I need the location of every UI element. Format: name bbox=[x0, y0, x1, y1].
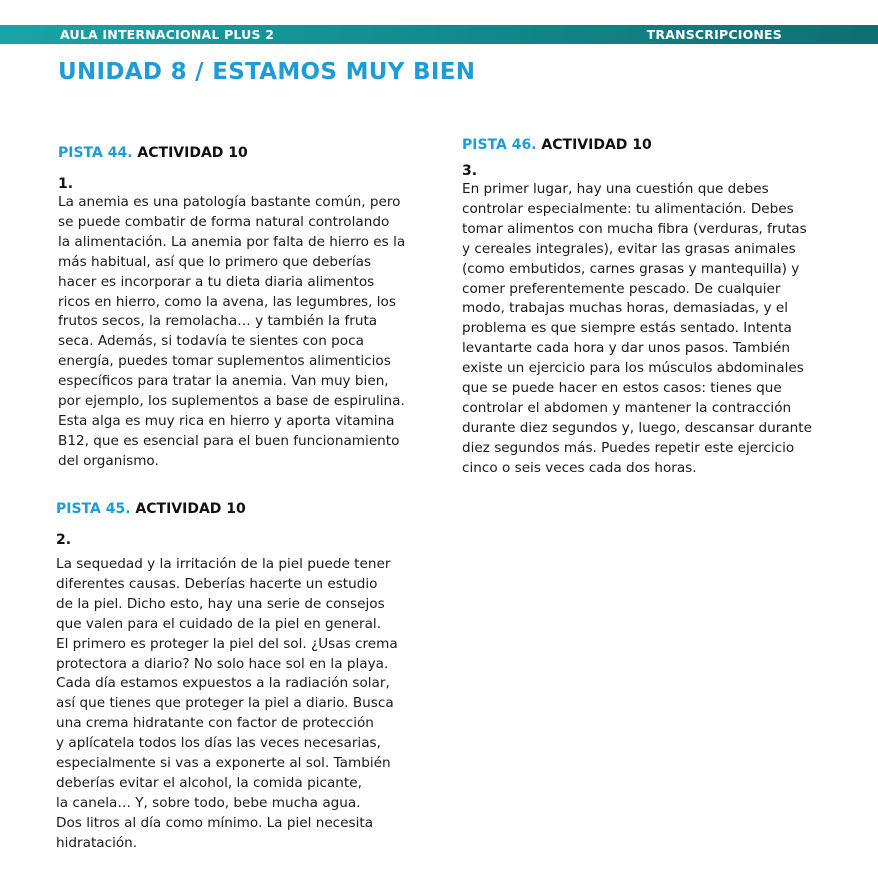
text-line: El primero es proteger la piel del sol. ¿Usas crema bbox=[56, 635, 398, 652]
track-heading bbox=[462, 136, 812, 154]
text-line: más habitual, así que lo primero que deberías bbox=[58, 253, 372, 270]
header-band bbox=[0, 25, 878, 44]
text-line: levantarte cada hora y dar unos pasos. También bbox=[462, 340, 790, 357]
activity-label: ACTIVIDAD 10 bbox=[135, 501, 246, 517]
text-line: Cada día estamos expuestos a la radiación solar, bbox=[56, 675, 390, 692]
track-heading bbox=[58, 144, 405, 162]
text-line: que se puede hacer en estos casos: tienes que bbox=[462, 380, 782, 397]
text-line: específicos para tratar la anemia. Van muy bien, bbox=[58, 373, 389, 390]
transcript-text bbox=[462, 180, 812, 479]
text-line: se puede combatir de forma natural controlando bbox=[58, 213, 390, 230]
section-title: TRANSCRIPCIONES bbox=[646, 27, 782, 42]
track-heading bbox=[56, 500, 398, 518]
track-number: PISTA 46. bbox=[462, 137, 537, 153]
text-line: controlar el abdomen y mantener la contracción bbox=[462, 399, 792, 416]
transcript-text bbox=[56, 555, 398, 854]
text-line: que valen para el cuidado de la piel en general. bbox=[56, 615, 382, 632]
transcript-section-pista-46 bbox=[462, 136, 812, 479]
text-line: controlar especialmente: tu alimentación. Debes bbox=[462, 200, 794, 217]
book-title: AULA INTERNACIONAL PLUS 2 bbox=[60, 27, 275, 42]
text-line: la alimentación. La anemia por falta de hierro es la bbox=[58, 233, 406, 250]
text-line: modo, trabajas muchas horas, demasiadas, y el bbox=[462, 300, 789, 317]
text-line: energía, puedes tomar suplementos alimenticios bbox=[58, 353, 391, 370]
text-line: ricos en hierro, como la avena, las legumbres, los bbox=[58, 293, 396, 310]
text-line: especialmente si vas a exponerte al sol. También bbox=[56, 755, 391, 772]
text-line: protectora a diario? No solo hace sol en la playa. bbox=[56, 655, 389, 672]
text-line: del organismo. bbox=[58, 452, 159, 469]
text-line: comer preferentemente pescado. De cualquier bbox=[462, 280, 781, 297]
text-line: hidratación. bbox=[56, 834, 138, 851]
text-line: (como embutidos, carnes grasas y mantequilla) y bbox=[462, 260, 800, 277]
text-line: Esta alga es muy rica en hierro y aporta vitamina bbox=[58, 412, 395, 429]
transcript-section-pista-45 bbox=[56, 500, 398, 854]
text-line: y aplícatela todos los días las veces necesarias, bbox=[56, 735, 381, 752]
text-line: así que tienes que proteger la piel a diario. Busca bbox=[56, 695, 394, 712]
text-line: La anemia es una patología bastante común, pero bbox=[58, 194, 401, 210]
item-number: 1. bbox=[58, 176, 74, 192]
unit-title: UNIDAD 8 / ESTAMOS MUY BIEN bbox=[58, 59, 476, 85]
text-line: por ejemplo, los suplementos a base de espirulina. bbox=[58, 393, 405, 410]
text-line: La sequedad y la irritación de la piel puede tener bbox=[56, 556, 391, 572]
text-line: de la piel. Dicho esto, hay una serie de consejos bbox=[56, 595, 385, 612]
text-line: una crema hidratante con factor de protección bbox=[56, 715, 374, 732]
text-line: seca. Además, si todavía te sientes con poca bbox=[58, 333, 364, 350]
text-line: tomar alimentos con mucha fibra (verduras, frutas bbox=[462, 220, 807, 237]
text-line: la canela… Y, sobre todo, bebe mucha agua. bbox=[56, 794, 361, 811]
text-line: B12, que es esencial para el buen funcionamiento bbox=[58, 432, 400, 449]
item-number: 3. bbox=[462, 163, 478, 179]
item-number: 2. bbox=[56, 532, 72, 548]
text-line: y cereales integrales), evitar las grasas animales bbox=[462, 240, 796, 257]
text-line: durante diez segundos y, luego, descansar durante bbox=[462, 419, 812, 436]
text-line: diez segundos más. Puedes repetir este ejercicio bbox=[462, 439, 795, 456]
transcript-section-pista-44 bbox=[58, 144, 405, 472]
text-line: En primer lugar, hay una cuestión que debes bbox=[462, 181, 769, 197]
activity-label: ACTIVIDAD 10 bbox=[137, 145, 248, 161]
text-line: hacer es incorporar a tu dieta diaria alimentos bbox=[58, 273, 375, 290]
text-line: frutos secos, la remolacha… y también la fruta bbox=[58, 313, 378, 330]
text-line: deberías evitar el alcohol, la comida picante, bbox=[56, 774, 362, 791]
text-line: existe un ejercicio para los músculos abdominales bbox=[462, 360, 804, 377]
track-number: PISTA 44. bbox=[58, 145, 133, 161]
text-line: Dos litros al día como mínimo. La piel necesita bbox=[56, 814, 374, 831]
text-line: problema es que siempre estás sentado. Intenta bbox=[462, 320, 792, 337]
activity-label: ACTIVIDAD 10 bbox=[541, 137, 652, 153]
track-number: PISTA 45. bbox=[56, 501, 131, 517]
text-line: cinco o seis veces cada dos horas. bbox=[462, 459, 697, 476]
transcript-text bbox=[58, 193, 405, 472]
text-line: diferentes causas. Deberías hacerte un estudio bbox=[56, 575, 378, 592]
